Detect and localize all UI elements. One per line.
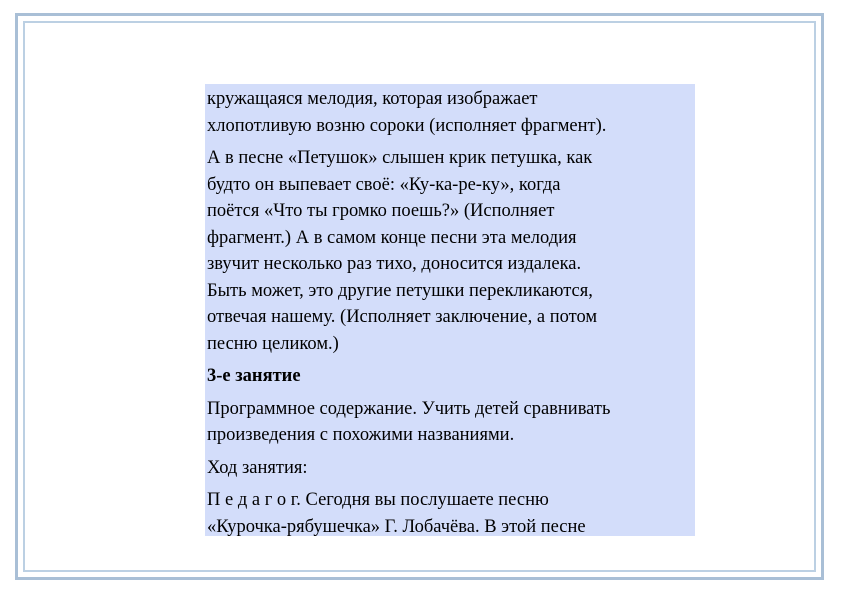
- paragraph-magpie-melody: [207, 86, 693, 139]
- text-line: Ход занятия:: [207, 457, 308, 478]
- paragraph-rooster-song: [207, 145, 693, 357]
- text-line: Программное содержание. Учить детей сравнивать: [207, 398, 611, 419]
- paragraph-program-content: [207, 396, 693, 449]
- paragraph-lesson-course: [207, 455, 693, 482]
- text-line: А в песне «Петушок» слышен крик петушка, как: [207, 148, 593, 168]
- text-line: кружащаяся мелодия, которая изображает: [207, 89, 538, 109]
- text-line: звучит несколько раз тихо, доносится издалека.: [207, 254, 582, 274]
- text-line: П е д а г о г. Сегодня вы послушаете песню: [207, 490, 549, 510]
- text-line: Быть может, это другие петушки перекликаются,: [207, 280, 593, 301]
- text-line: хлопотливую возню сороки (исполняет фрагмент).: [207, 115, 607, 136]
- text-line: «Курочка-рябушечка» Г. Лобачёва. В этой песне: [207, 516, 586, 536]
- text-line: отвечая нашему. (Исполняет заключение, а потом: [207, 307, 598, 327]
- text-line: фрагмент.) А в самом конце песни эта мелодия: [207, 227, 577, 248]
- text-content-box: [205, 84, 695, 536]
- lesson-heading-text: 3-е занятие: [207, 366, 301, 386]
- lesson-heading: [207, 363, 693, 390]
- text-line: будто он выпевает своё: «Ку-ка-ре-ку», когда: [207, 174, 561, 195]
- paragraph-teacher-speech: [207, 487, 693, 536]
- text-line: песню целиком.): [207, 333, 339, 354]
- text-line: поётся «Что ты громко поешь?» (Исполняет: [207, 201, 555, 221]
- text-line: произведения с похожими названиями.: [207, 425, 515, 445]
